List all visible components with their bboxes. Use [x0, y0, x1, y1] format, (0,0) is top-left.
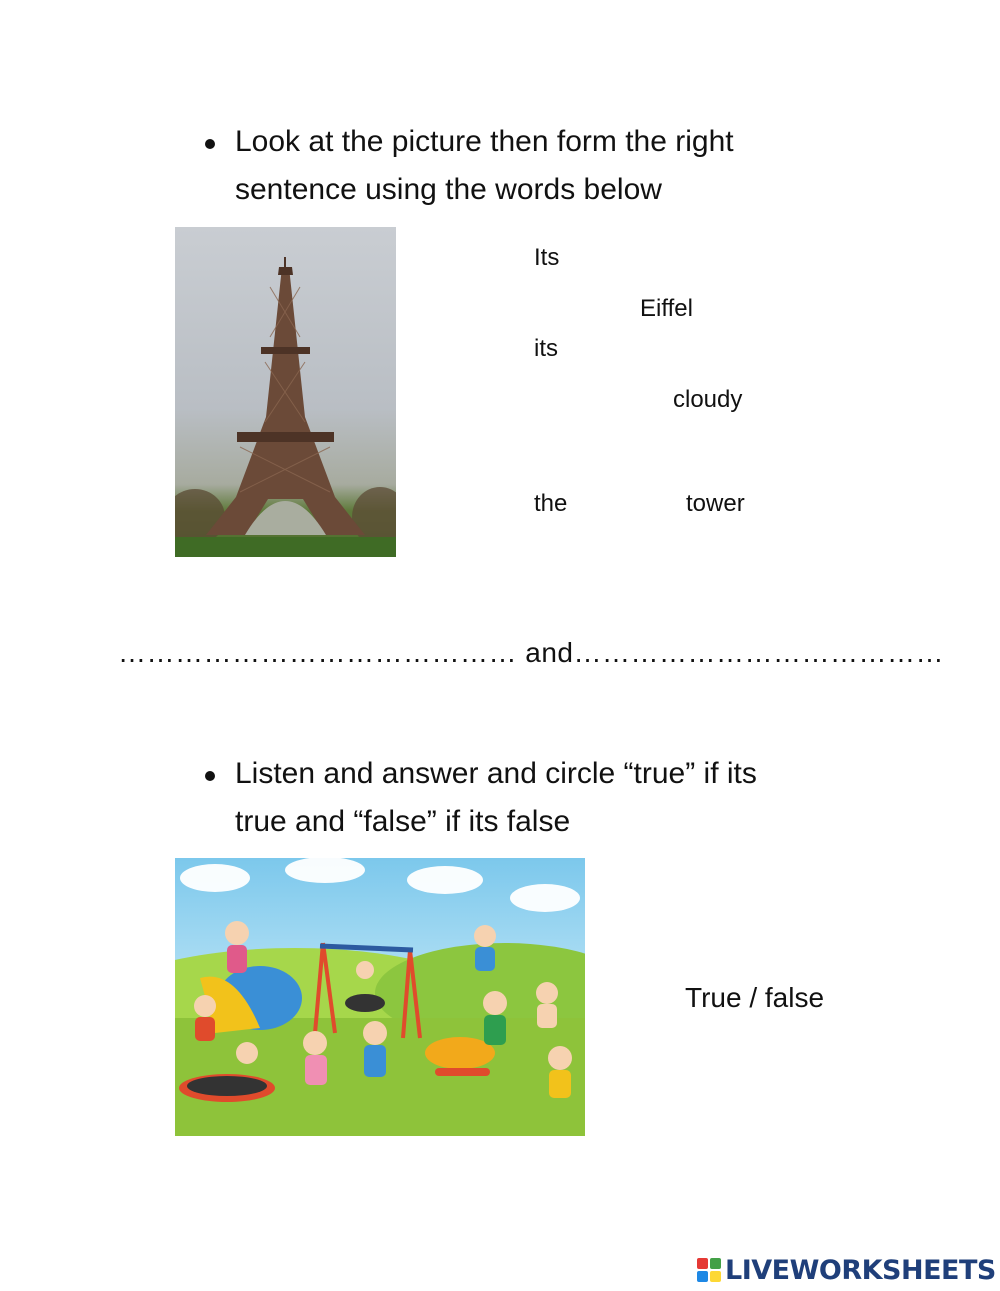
- logo-block: [710, 1258, 721, 1269]
- word-cloudy: cloudy: [673, 386, 743, 413]
- instruction-1: [235, 118, 734, 214]
- bullet-icon: [205, 139, 215, 149]
- bullet-icon: [205, 771, 215, 781]
- instruction-1-line-1: Look at the picture then form the right: [235, 125, 734, 158]
- logo-text: LIVEWORKSHEETS: [725, 1254, 996, 1286]
- word-the: the: [534, 490, 568, 517]
- playground-picture: [175, 858, 585, 1136]
- instruction-2: [235, 750, 757, 846]
- logo-block: [710, 1271, 721, 1282]
- word-its-capitalized: Its: [534, 244, 560, 271]
- logo-blocks-icon: [697, 1258, 721, 1282]
- true-false-answer[interactable]: True / false: [685, 982, 825, 1013]
- eiffel-tower-picture: [175, 227, 396, 557]
- logo-block: [697, 1258, 708, 1269]
- sentence-answer-blank[interactable]: …………………………………… and…………………………………: [118, 637, 944, 668]
- logo-block: [697, 1271, 708, 1282]
- word-its: its: [534, 335, 558, 362]
- playground-illustration: [175, 858, 585, 1136]
- instruction-2-line-2: true and “false” if its false: [235, 805, 571, 838]
- instruction-1-line-2: sentence using the words below: [235, 173, 662, 206]
- word-tower: tower: [686, 490, 745, 517]
- liveworksheets-logo: [697, 1255, 996, 1285]
- word-eiffel: Eiffel: [640, 295, 693, 322]
- instruction-2-line-1: Listen and answer and circle “true” if its: [235, 757, 757, 790]
- eiffel-tower-illustration: [175, 227, 396, 557]
